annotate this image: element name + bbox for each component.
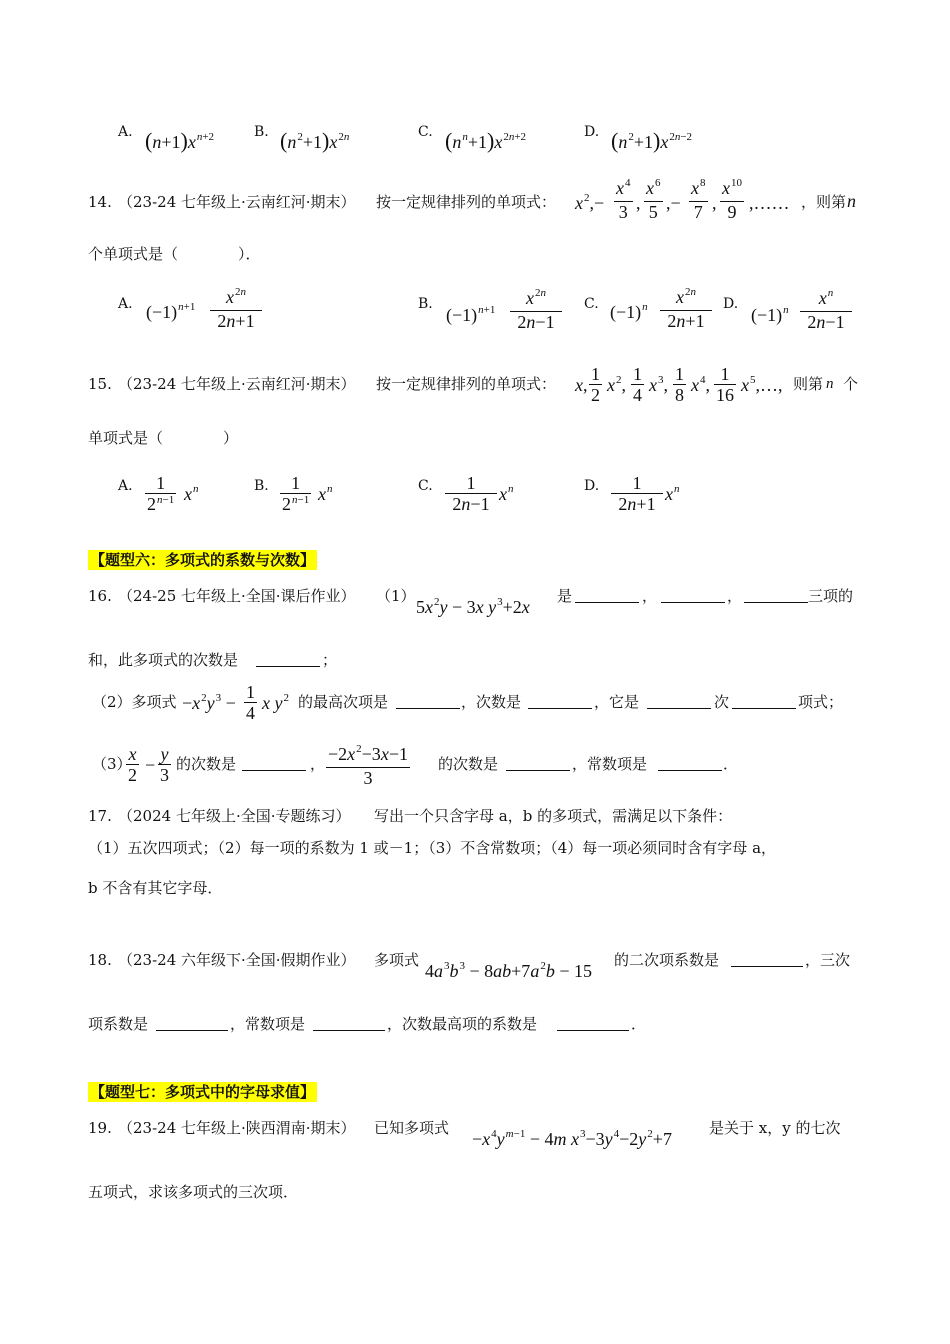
q16-blank-1[interactable] [575, 588, 639, 603]
q18-line2d: ． [631, 1015, 647, 1033]
q15-n: n [826, 376, 834, 392]
q16-p3-text1: 的次数是 [176, 755, 237, 773]
q16-source: （24-25 七年级上·全国·课后作业） [118, 587, 356, 605]
q17-number: 17. [88, 807, 112, 825]
q16-p2-frac: 1 4 [246, 682, 255, 723]
q15-seq-x: x, [575, 375, 588, 395]
q15-seq-frac3: 1 8 [675, 364, 684, 405]
section6-title: 【题型六：多项式的系数与次数】 [90, 551, 316, 569]
q15-option-a-frac: 1 $2^{n-1}$ [147, 473, 175, 514]
q16-p3-end: ． [723, 755, 739, 773]
q14-option-d-coef: $(-1)^n$ [751, 304, 789, 325]
q18-line2a: 项系数是 [88, 1015, 149, 1033]
q16-p3-prefix: （3） [92, 755, 132, 773]
q15-option-c-frac: 1 2n−1 [445, 473, 497, 514]
q16-p1-comma2: ， [727, 587, 743, 605]
q16-p2-text1: 的最高次项是 [298, 693, 389, 711]
q18-text3: ，三次 [805, 951, 851, 969]
q14-n-var: n [847, 191, 856, 211]
q18-text2: 的二次项系数是 [614, 951, 720, 969]
q15-seq-term4: $x^5,\dots$, [741, 374, 783, 395]
q14-option-a-coef: $(-1)^{n+1}$ [146, 301, 196, 322]
q16-p2-prefix: （2）多项式 [92, 693, 177, 711]
q14-seq-frac1: $x^4$ 3 [616, 177, 631, 222]
q19-text: 已知多项式 [374, 1119, 450, 1137]
q15-option-c-x: $x^n$ [499, 483, 514, 504]
q16-p3-text3: 的次数是 [438, 755, 499, 773]
q13-option-b-label: B. [254, 124, 269, 140]
q14-seq-frac4: $x^{10}$ 9 [722, 177, 742, 222]
q15-option-b-frac: 1 $2^{n-1}$ [282, 473, 310, 514]
q16-p2-text3: ，它是 [594, 693, 640, 711]
q16-p3-frac2: y 3 [160, 744, 169, 785]
q15-option-d-x: $x^n$ [665, 483, 680, 504]
q14-option-a-label: A. [118, 296, 133, 312]
q14-tail: ，则第 [801, 193, 847, 211]
q16-p3-frac3: $-2x^2-3x-1$ 3 [328, 743, 408, 788]
q16-p2-expr-b: x $y^2$ [262, 692, 289, 713]
q16-blank-6[interactable] [528, 694, 592, 709]
q16-blank-10[interactable] [506, 756, 570, 771]
section7-title: 【题型七：多项式中的字母求值】 [90, 1083, 316, 1101]
q15-option-a-label: A. [118, 478, 133, 494]
q16-blank-7[interactable] [647, 694, 711, 709]
q14-seq-sep3: , [712, 193, 717, 213]
q19-source: （23-24 七年级上·陕西渭南·期末） [118, 1119, 356, 1137]
q14-option-d-frac: $x^n$ 2n−1 [800, 288, 852, 332]
q16-blank-11[interactable] [658, 756, 722, 771]
q19-text2: 是关于 x，y 的七次 [709, 1119, 841, 1137]
q16-p1-line2-end: ； [322, 651, 338, 669]
q16-p1-prefix: （1） [376, 587, 416, 605]
q14-line2: 个单项式是（ ）． [88, 245, 261, 263]
q13-option-c-label: C. [418, 124, 433, 140]
q16-blank-4[interactable] [256, 652, 320, 667]
q16-number: 16. [88, 587, 112, 605]
q14-option-c-coef: $(-1)^n$ [610, 301, 648, 322]
q14-option-c-frac: $x^{2n}$ 2n+1 [660, 287, 712, 331]
q14-seq-frac2: $x^6$ 5 [646, 177, 661, 222]
q14-option-d-label: D. [723, 296, 739, 312]
q16-p2-text4: 次 [714, 693, 730, 711]
q14-seq-frac3: $x^8$ 7 [691, 177, 706, 222]
q15-source: （23-24 七年级上·云南红河·期末） [118, 375, 356, 393]
q16-p2-text2: ，次数是 [461, 693, 522, 711]
q14-option-c-label: C. [584, 296, 599, 312]
q16-p1-end: 三项的 [808, 587, 854, 605]
q15-option-b-x: $x^n$ [318, 483, 333, 504]
q15-tail: 则第 [793, 375, 824, 393]
q14-option-b-coef: $(-1)^{n+1}$ [446, 304, 496, 325]
q19-expr: $-x^4y^{m-1} - 4m$ $x^3-3y^4-2y^2+7$ [472, 1128, 672, 1149]
q16-p3-frac1: x 2 [128, 744, 137, 785]
q18-source: （23-24 六年级下·全国·假期作业） [118, 951, 356, 969]
q13-option-d-expr: $(n^2+1)x^{2n-2}$ [611, 128, 693, 153]
q13-option-b-expr: $(n^2+1)x^{2n}$ [280, 128, 350, 153]
q19-line2: 五项式，求该多项式的三次项． [88, 1183, 299, 1201]
q13-option-a-label: A. [118, 124, 133, 140]
q15-seq-frac4: 1 16 [716, 364, 734, 405]
q18-expr: $4a^3b^3 - 8ab+7a^2b - 15$ [425, 960, 592, 981]
q15-seq-term2: $x^3$, [649, 374, 668, 395]
q15-option-b-label: B. [254, 478, 269, 494]
q17-line3: b 不含有其它字母． [88, 879, 223, 897]
q13-option-d-label: D. [584, 124, 600, 140]
q16-p3-text4: ，常数项是 [572, 755, 648, 773]
q14-seq-ellipsis: ,…… [749, 193, 790, 213]
q18-number: 18. [88, 951, 112, 969]
q15-tail2: 个 [843, 375, 859, 393]
q15-option-a-x: $x^n$ [184, 483, 199, 504]
q14-option-b-label: B. [418, 296, 433, 312]
q18-blank-4[interactable] [557, 1016, 629, 1031]
q18-text: 多项式 [374, 951, 420, 969]
q16-blank-8[interactable] [732, 694, 796, 709]
q15-number: 15. [88, 375, 112, 393]
q15-seq-term1: $x^2$, [607, 374, 626, 395]
q16-p3-minus: − [145, 755, 156, 775]
q15-line2: 单项式是（ ） [88, 429, 239, 447]
q18-line2b: ，常数项是 [230, 1015, 306, 1033]
q16-p2-text5: 项式； [798, 693, 844, 711]
q15-text: 按一定规律排列的单项式： [376, 375, 557, 393]
q18-line2c: ，次数最高项的系数是 [387, 1015, 538, 1033]
q13-option-a-expr: $(n+1)x^{n+2}$ [145, 128, 215, 153]
q16-p1-line2: 和，此多项式的次数是 [88, 651, 239, 669]
q16-p1-comma1: ， [642, 587, 658, 605]
q16-blank-9[interactable] [242, 756, 306, 771]
q16-blank-2[interactable] [661, 588, 725, 603]
q15-seq-frac1: 1 2 [591, 364, 600, 405]
q16-blank-3[interactable] [744, 588, 808, 603]
q17-text: 写出一个只含字母 a，b 的多项式，需满足以下条件： [374, 807, 733, 825]
q14-seq-x2: $x^2,-$ [575, 192, 605, 213]
q15-seq-frac2: 1 4 [633, 364, 642, 405]
q15-option-c-label: C. [418, 478, 433, 494]
q18-blank-2[interactable] [156, 1016, 228, 1031]
q15-seq-term3: $x^4$, [691, 374, 710, 395]
q14-number: 14. [88, 193, 112, 211]
q14-seq-sep2: ,− [666, 193, 681, 213]
q16-blank-5[interactable] [396, 694, 460, 709]
q14-option-b-frac: $x^{2n}$ 2n−1 [510, 288, 562, 332]
q14-source: （23-24 七年级上·云南红河·期末） [118, 193, 356, 211]
q16-p2-expr-a: $-x^2y^3$ − [182, 692, 236, 713]
q18-blank-1[interactable] [731, 952, 803, 967]
q13-option-c-expr: $(n^n+1)x^{2n+2}$ [445, 128, 527, 153]
q19-number: 19. [88, 1119, 112, 1137]
q16-p1-is: 是 [557, 587, 573, 605]
q15-option-d-frac: 1 2n+1 [611, 473, 663, 514]
q16-p1-expr: $5x^2y - 3x$ $y^3+2x$ [416, 596, 530, 617]
q17-conditions: （1）五次四项式；（2）每一项的系数为 1 或－1；（3）不含常数项；（4）每一项必须同时含有字母 a， [88, 839, 777, 857]
q14-option-a-frac: $x^{2n}$ 2n+1 [210, 287, 262, 331]
q14-seq-sep1: , [636, 193, 641, 213]
q14-text: 按一定规律排列的单项式： [376, 193, 557, 211]
q18-blank-3[interactable] [313, 1016, 385, 1031]
q14-n [847, 190, 856, 212]
q16-p3-text2: ， [310, 755, 326, 773]
q17-source: （2024 七年级上·全国·专题练习） [118, 807, 351, 825]
q15-option-d-label: D. [584, 478, 600, 494]
